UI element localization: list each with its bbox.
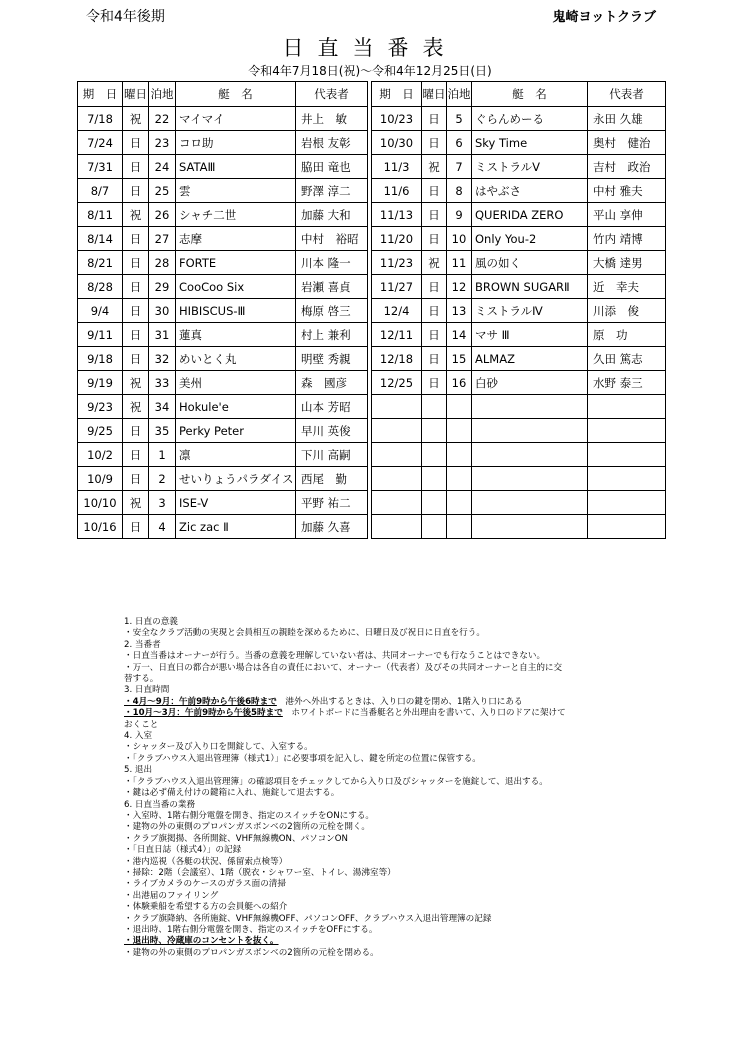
- berth-number: [447, 491, 472, 515]
- berth-number: 35: [149, 419, 176, 443]
- table-row: [78, 323, 666, 347]
- col-header-boat: 艇 名: [176, 82, 296, 107]
- representative: 明壁 秀親: [296, 347, 368, 371]
- duty-day: 日: [123, 347, 149, 371]
- berth-number: 7: [447, 155, 472, 179]
- note-line: [124, 720, 624, 731]
- berth-number: 2: [149, 467, 176, 491]
- berth-number: 8: [447, 179, 472, 203]
- col-header-date: 期 日: [78, 82, 123, 107]
- note-text: ・建物の外の東側のプロパンガスボンベの2箇所の元栓を開く。: [124, 822, 370, 833]
- representative: 奥村 健治: [588, 131, 666, 155]
- period-label: 令和4年後期: [86, 9, 165, 25]
- duty-date: 8/21: [78, 251, 123, 275]
- table-row: [78, 179, 666, 203]
- note-text: 3. 日直時間: [124, 685, 170, 696]
- representative: 加藤 久喜: [296, 515, 368, 539]
- duty-day: [422, 491, 447, 515]
- duty-day: 日: [123, 443, 149, 467]
- berth-number: 9: [447, 203, 472, 227]
- representative: 原 功: [588, 323, 666, 347]
- note-line: [124, 811, 624, 822]
- boat-name: 雲: [176, 179, 296, 203]
- note-line: [124, 731, 624, 742]
- col-header-rep: 代表者: [296, 82, 368, 107]
- duty-date: [372, 419, 422, 443]
- note-text: ・日直当番はオーナーが行う。当番の意義を理解していない者は、共同オーナーでも行なうことはできない。: [124, 651, 546, 662]
- berth-number: 5: [447, 107, 472, 131]
- note-line: [124, 628, 624, 639]
- note-line: [124, 640, 624, 651]
- col-header-boat: 艇 名: [472, 82, 588, 107]
- note-line: [124, 834, 624, 845]
- table-row: [78, 203, 666, 227]
- note-text: 1. 日直の意義: [124, 617, 178, 627]
- duty-day: 日: [422, 323, 447, 347]
- berth-number: 22: [149, 107, 176, 131]
- representative: 竹内 靖博: [588, 227, 666, 251]
- table-row: [78, 371, 666, 395]
- representative: 梅原 啓三: [296, 299, 368, 323]
- representative: [588, 419, 666, 443]
- note-text: 2. 当番者: [124, 639, 161, 650]
- note-line: [124, 777, 624, 788]
- boat-name: 白砂: [472, 371, 588, 395]
- duty-day: 祝: [123, 395, 149, 419]
- note-text: ・「日直日誌（様式4）」の記録: [124, 845, 242, 856]
- boat-name: [472, 419, 588, 443]
- boat-name: Only You-2: [472, 227, 588, 251]
- boat-name: マイマイ: [176, 107, 296, 131]
- berth-number: 12: [447, 275, 472, 299]
- berth-number: 24: [149, 155, 176, 179]
- col-header-berth: 泊地: [149, 82, 176, 107]
- berth-number: 6: [447, 131, 472, 155]
- duty-day: 日: [422, 275, 447, 299]
- berth-number: 30: [149, 299, 176, 323]
- representative: 森 國彦: [296, 371, 368, 395]
- duty-day: 日: [422, 371, 447, 395]
- berth-number: [447, 467, 472, 491]
- note-text: ・港内巡視（各艇の状況、係留索点検等）: [124, 856, 288, 867]
- boat-name: はやぶさ: [472, 179, 588, 203]
- duty-date: 8/28: [78, 275, 123, 299]
- berth-number: 4: [149, 515, 176, 539]
- table-row: [78, 299, 666, 323]
- table-row: [78, 443, 666, 467]
- note-text: ・安全なクラブ活動の実現と会員相互の親睦を深めるために、日曜日及び祝日に日直を行う。: [124, 628, 485, 639]
- representative: 下川 高嗣: [296, 443, 368, 467]
- duty-day: 祝: [123, 203, 149, 227]
- table-row: [78, 491, 666, 515]
- berth-number: 1: [149, 443, 176, 467]
- note-line: [124, 857, 624, 868]
- berth-number: 11: [447, 251, 472, 275]
- berth-number: 16: [447, 371, 472, 395]
- duty-date: 11/23: [372, 251, 422, 275]
- representative: 永田 久雄: [588, 107, 666, 131]
- representative: [588, 491, 666, 515]
- duty-day: 祝: [123, 107, 149, 131]
- boat-name: ミストラルⅣ: [472, 299, 588, 323]
- berth-number: 14: [447, 323, 472, 347]
- note-line: [124, 879, 624, 890]
- note-text: ・建物の外の東側のプロパンガスボンベの2箇所の元栓を閉める。: [124, 947, 379, 958]
- boat-name: 風の如く: [472, 251, 588, 275]
- table-row: [78, 347, 666, 371]
- note-text: ・体験乗船を希望する方の会員艇への紹介: [124, 902, 288, 913]
- boat-name: シャチ二世: [176, 203, 296, 227]
- note-text: ・退出時、1階右側分電盤を開き、指定のスイッチをOFFにする。: [124, 924, 378, 935]
- representative: 水野 泰三: [588, 371, 666, 395]
- boat-name: Sky Time: [472, 131, 588, 155]
- duty-day: [422, 395, 447, 419]
- duty-date: 10/16: [78, 515, 123, 539]
- duty-date: 11/3: [372, 155, 422, 179]
- note-line: [124, 800, 624, 811]
- duty-day: [422, 443, 447, 467]
- duty-date: 7/24: [78, 131, 123, 155]
- note-text: ・「クラブハウス入退出管理簿」の確認項目をチェックしてから入り口及びシャッターを施錠して、退出する。: [124, 776, 548, 787]
- boat-name: [472, 395, 588, 419]
- duty-date: 9/18: [78, 347, 123, 371]
- boat-name: CooCoo Six: [176, 275, 296, 299]
- date-range: 令和4年7月18日(祝)～令和4年12月25日(日): [248, 64, 492, 78]
- berth-number: 13: [447, 299, 472, 323]
- duty-day: 日: [123, 275, 149, 299]
- note-line: [124, 788, 624, 799]
- duty-date: 12/11: [372, 323, 422, 347]
- note-text: ・10月～3月：午前9時から午後5時まで: [124, 708, 283, 719]
- table-row: [78, 251, 666, 275]
- note-line: [124, 925, 624, 936]
- note-line: [124, 685, 624, 696]
- boat-name: HIBISCUS-Ⅲ: [176, 299, 296, 323]
- berth-number: 31: [149, 323, 176, 347]
- representative: 中村 裕昭: [296, 227, 368, 251]
- representative: [588, 467, 666, 491]
- representative: 久田 篤志: [588, 347, 666, 371]
- note-text: ・入室時、1階右側分電盤を開き、指定のスイッチをONにする。: [124, 810, 375, 821]
- boat-name: ALMAZ: [472, 347, 588, 371]
- boat-name: めいとく丸: [176, 347, 296, 371]
- duty-day: 日: [123, 155, 149, 179]
- note-text: 6. 日直当番の業務: [124, 799, 196, 810]
- duty-date: 7/18: [78, 107, 123, 131]
- berth-number: 23: [149, 131, 176, 155]
- boat-name: [472, 515, 588, 539]
- note-text: ・「クラブハウス入退出管理簿（様式1）」に必要事項を記入し、鍵を所定の位置に保管する。: [124, 753, 481, 764]
- boat-name: コロ助: [176, 131, 296, 155]
- boat-name: せいりょうパラダイス: [176, 467, 296, 491]
- boat-name: Zic zac Ⅱ: [176, 515, 296, 539]
- note-line: [124, 868, 624, 879]
- note-line: [124, 914, 624, 925]
- representative: 村上 兼利: [296, 323, 368, 347]
- note-text: ・クラブ旗降納、各所施錠、VHF無線機OFF、パソコンOFF、クラブハウス入退出管理簿の記録: [124, 913, 492, 924]
- representative: [588, 515, 666, 539]
- note-line: [124, 891, 624, 902]
- duty-day: 日: [123, 227, 149, 251]
- representative: 山本 芳昭: [296, 395, 368, 419]
- boat-name: Perky Peter: [176, 419, 296, 443]
- club-name: 鬼崎ヨットクラブ: [552, 10, 656, 25]
- note-line: [124, 765, 624, 776]
- berth-number: [447, 419, 472, 443]
- duty-date: 10/9: [78, 467, 123, 491]
- duty-date: 12/18: [372, 347, 422, 371]
- duty-date: [372, 395, 422, 419]
- duty-day: 祝: [123, 491, 149, 515]
- col-header-rep: 代表者: [588, 82, 666, 107]
- boat-name: SATAⅢ: [176, 155, 296, 179]
- note-line: [124, 902, 624, 913]
- boat-name: ミストラルⅤ: [472, 155, 588, 179]
- representative: 川本 隆一: [296, 251, 368, 275]
- berth-number: 28: [149, 251, 176, 275]
- boat-name: 志摩: [176, 227, 296, 251]
- duty-date: 12/25: [372, 371, 422, 395]
- duty-day: 日: [123, 179, 149, 203]
- boat-name: Hokule'e: [176, 395, 296, 419]
- duty-day: [422, 515, 447, 539]
- duty-day: 日: [123, 467, 149, 491]
- representative: 脇田 竜也: [296, 155, 368, 179]
- boat-name: 蓮真: [176, 323, 296, 347]
- representative: 吉村 政治: [588, 155, 666, 179]
- table-row: [78, 395, 666, 419]
- note-line: [124, 663, 624, 674]
- duty-day: [422, 419, 447, 443]
- boat-name: FORTE: [176, 251, 296, 275]
- note-text: おくこと: [124, 719, 159, 730]
- boat-name: 凛: [176, 443, 296, 467]
- note-text: 5. 退出: [124, 765, 153, 776]
- table-row: [78, 131, 666, 155]
- table-row: [78, 155, 666, 179]
- table-row: [78, 467, 666, 491]
- representative: 早川 英俊: [296, 419, 368, 443]
- duty-date: [372, 515, 422, 539]
- note-line: [124, 697, 624, 708]
- col-header-berth: 泊地: [447, 82, 472, 107]
- berth-number: [447, 395, 472, 419]
- duty-date: 8/7: [78, 179, 123, 203]
- table-row: [78, 227, 666, 251]
- table-row: [78, 275, 666, 299]
- representative: 大橋 達男: [588, 251, 666, 275]
- berth-number: 33: [149, 371, 176, 395]
- duty-date: 9/19: [78, 371, 123, 395]
- note-text: ・掃除：2階（会議室）、1階（脱衣・シャワー室、トイレ、湯沸室等）: [124, 867, 396, 878]
- note-text: ・退出時、冷蔵庫のコンセントを抜く。: [124, 936, 279, 947]
- duty-date: 10/10: [78, 491, 123, 515]
- representative: 井上 敏: [296, 107, 368, 131]
- berth-number: 29: [149, 275, 176, 299]
- boat-name: 美州: [176, 371, 296, 395]
- representative: 平山 享伸: [588, 203, 666, 227]
- duty-day: 日: [123, 251, 149, 275]
- berth-number: 26: [149, 203, 176, 227]
- note-line: [124, 845, 624, 856]
- note-text: ・出港届のファイリング: [124, 890, 219, 901]
- duty-day: 日: [422, 107, 447, 131]
- note-text-rest: 港外へ外出するときは、入り口の鍵を閉め、1階入り口にある: [276, 696, 523, 707]
- berth-number: 15: [447, 347, 472, 371]
- table-header-row: [78, 82, 666, 107]
- berth-number: 27: [149, 227, 176, 251]
- representative: 岩瀬 喜貞: [296, 275, 368, 299]
- duty-day: 日: [422, 131, 447, 155]
- berth-number: [447, 515, 472, 539]
- berth-number: 25: [149, 179, 176, 203]
- duty-date: 8/11: [78, 203, 123, 227]
- table-row: [78, 419, 666, 443]
- col-header-day: 曜日: [123, 82, 149, 107]
- representative: 西尾 勤: [296, 467, 368, 491]
- note-line: [124, 651, 624, 662]
- duty-day: 日: [123, 515, 149, 539]
- duty-date: 12/4: [372, 299, 422, 323]
- duty-day: 日: [422, 227, 447, 251]
- note-line: [124, 742, 624, 753]
- boat-name: [472, 443, 588, 467]
- berth-number: 32: [149, 347, 176, 371]
- representative: 加藤 大和: [296, 203, 368, 227]
- duty-day: 日: [422, 179, 447, 203]
- duty-date: [372, 467, 422, 491]
- duty-date: 9/25: [78, 419, 123, 443]
- col-header-date: 期 日: [372, 82, 422, 107]
- boat-name: マサ Ⅲ: [472, 323, 588, 347]
- page-title: 日直当番表: [282, 36, 458, 60]
- duty-day: 日: [123, 131, 149, 155]
- representative: 平野 祐二: [296, 491, 368, 515]
- representative: [588, 395, 666, 419]
- table-row: [78, 515, 666, 539]
- duty-date: 7/31: [78, 155, 123, 179]
- duty-date: 9/23: [78, 395, 123, 419]
- note-line: [124, 948, 624, 959]
- note-line: [124, 822, 624, 833]
- note-line: [124, 674, 624, 685]
- col-header-day: 曜日: [422, 82, 447, 107]
- note-text: ・鍵は必ず備え付けの鍵箱に入れ、施錠して退去する。: [124, 788, 340, 799]
- representative: 川添 俊: [588, 299, 666, 323]
- note-line: [124, 754, 624, 765]
- note-text: 替する。: [124, 674, 159, 685]
- duty-date: 11/27: [372, 275, 422, 299]
- note-text: ・万一、日直日の都合が悪い場合は各自の責任において、オーナー（代表者）及びその共同オーナーと自主的に交: [124, 662, 563, 673]
- boat-name: BROWN SUGARⅡ: [472, 275, 588, 299]
- representative: 近 幸夫: [588, 275, 666, 299]
- duty-day: 日: [422, 347, 447, 371]
- duty-date: 11/20: [372, 227, 422, 251]
- duty-day: 日: [422, 203, 447, 227]
- duty-day: 日: [123, 299, 149, 323]
- rules-notes: [124, 617, 624, 959]
- berth-number: 10: [447, 227, 472, 251]
- note-line: [124, 708, 624, 719]
- duty-day: 日: [422, 299, 447, 323]
- berth-number: [447, 443, 472, 467]
- berth-number: 3: [149, 491, 176, 515]
- note-text: ・4月～9月：午前9時から午後6時まで: [124, 696, 277, 707]
- boat-name: [472, 467, 588, 491]
- duty-date: 9/11: [78, 323, 123, 347]
- representative: 野澤 淳二: [296, 179, 368, 203]
- duty-date: 11/13: [372, 203, 422, 227]
- duty-day: 祝: [422, 155, 447, 179]
- duty-roster-table: [77, 81, 666, 539]
- duty-date: 8/14: [78, 227, 123, 251]
- note-text: ・シャッター及び入り口を開錠して、入室する。: [124, 742, 313, 753]
- duty-day: [422, 467, 447, 491]
- boat-name: [472, 491, 588, 515]
- duty-day: 日: [123, 419, 149, 443]
- duty-date: 10/30: [372, 131, 422, 155]
- note-line: [124, 936, 624, 947]
- duty-date: 10/23: [372, 107, 422, 131]
- duty-day: 祝: [123, 371, 149, 395]
- boat-name: QUERIDA ZERO: [472, 203, 588, 227]
- duty-date: [372, 443, 422, 467]
- boat-name: ぐらんめーる: [472, 107, 588, 131]
- table-row: [78, 107, 666, 131]
- note-text: 4. 入室: [124, 731, 153, 742]
- representative: 岩根 友彰: [296, 131, 368, 155]
- duty-day: 祝: [422, 251, 447, 275]
- note-text-rest: ホワイトボードに当番艇名と外出理由を書いて、入り口のドアに架けて: [282, 708, 566, 719]
- duty-date: 9/4: [78, 299, 123, 323]
- berth-number: 34: [149, 395, 176, 419]
- boat-name: ISE-V: [176, 491, 296, 515]
- duty-date: 11/6: [372, 179, 422, 203]
- duty-day: 日: [123, 323, 149, 347]
- note-text: ・クラブ旗掲揚、各所開錠、VHF無線機ON、パソコンON: [124, 833, 348, 844]
- representative: 中村 雅夫: [588, 179, 666, 203]
- representative: [588, 443, 666, 467]
- duty-date: [372, 491, 422, 515]
- duty-date: 10/2: [78, 443, 123, 467]
- note-line: [124, 617, 624, 628]
- note-text: ・ライブカメラのケースのガラス面の清掃: [124, 879, 286, 890]
